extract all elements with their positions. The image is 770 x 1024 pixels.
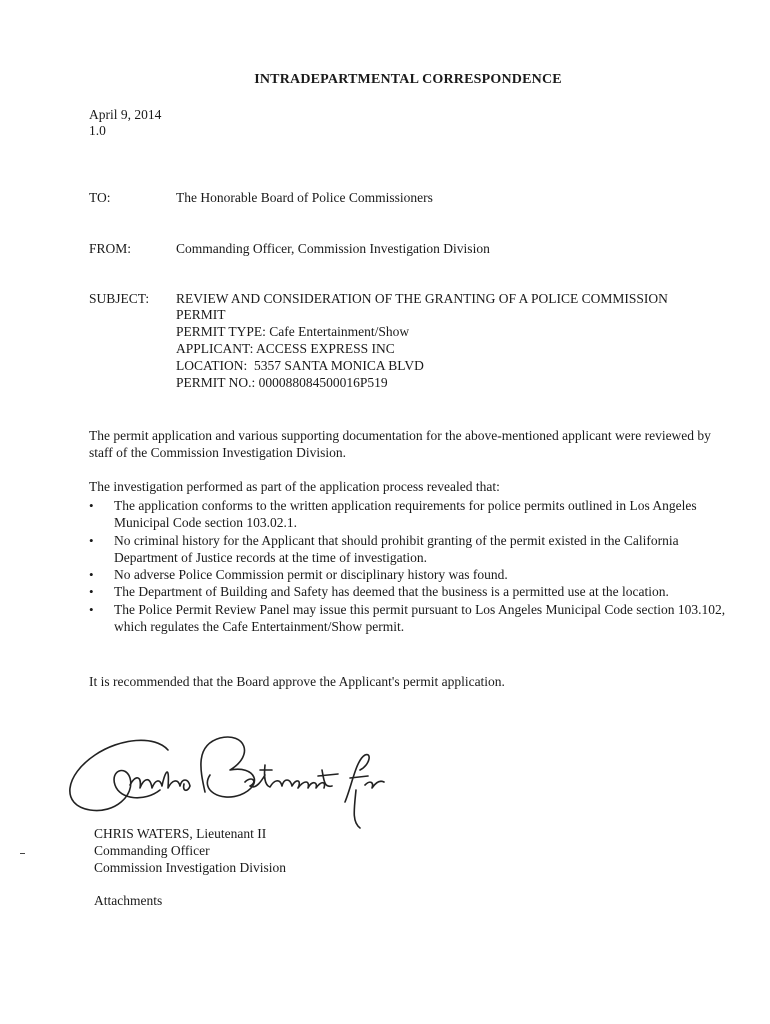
applicant: APPLICANT: ACCESS EXPRESS INC bbox=[176, 341, 395, 356]
permit-type: PERMIT TYPE: Cafe Entertainment/Show bbox=[176, 324, 410, 339]
permit-number: PERMIT NO.: 000088084500016P519 bbox=[176, 375, 388, 390]
memo-date: April 9, 2014 bbox=[89, 107, 162, 122]
subject-label: SUBJECT: bbox=[89, 291, 150, 306]
location: LOCATION: 5357 SANTA MONICA BLVD bbox=[176, 358, 424, 373]
signer-division: Commission Investigation Division bbox=[94, 860, 287, 875]
to-value: The Honorable Board of Police Commissioners bbox=[176, 190, 433, 205]
to-label: TO: bbox=[89, 190, 111, 205]
findings-intro: The investigation performed as part of the application process revealed that: bbox=[89, 479, 500, 494]
attachments-label: Attachments bbox=[94, 893, 163, 908]
signer-name: CHRIS WATERS, Lieutenant II bbox=[94, 826, 267, 841]
signature-text: Sandra Betancourt for bbox=[60, 730, 69, 731]
from-label: FROM: bbox=[89, 241, 132, 256]
list-item: • The Police Permit Review Panel may issue this permit pursuant to Los Angeles Municipal Code section 103.102, which regulates the Cafe Entertainment/Show permit. bbox=[89, 601, 729, 636]
subject-line: PERMIT bbox=[176, 307, 226, 322]
list-item: • No adverse Police Commission permit or disciplinary history was found. bbox=[89, 566, 729, 583]
list-item: • The Department of Building and Safety has deemed that the business is a permitted use at the location. bbox=[89, 583, 729, 600]
from-value: Commanding Officer, Commission Investigation Division bbox=[176, 241, 490, 256]
page-title: INTRADEPARTMENTAL CORRESPONDENCE bbox=[254, 72, 562, 87]
signer-title: Commanding Officer bbox=[94, 843, 210, 858]
list-item: • The application conforms to the written application requirements for police permits outlined in Los Angeles Municipal Code section 103.02.1. bbox=[89, 497, 729, 532]
subject-line: REVIEW AND CONSIDERATION OF THE GRANTING OF A POLICE COMMISSION bbox=[176, 291, 668, 306]
list-item: • No criminal history for the Applicant that should prohibit granting of the permit existed in the California Department of Justice records at the time of investigation. bbox=[89, 532, 729, 567]
memo-ref: 1.0 bbox=[89, 123, 106, 138]
recommendation: It is recommended that the Board approve the Applicant's permit application. bbox=[89, 674, 505, 689]
findings-list bbox=[89, 497, 729, 635]
handwritten-signature bbox=[60, 730, 390, 830]
intro-paragraph: The permit application and various supporting documentation for the above-mentioned applicant were reviewed by staff of the Commission Investigation Division. bbox=[89, 428, 711, 460]
scan-speck bbox=[20, 853, 25, 854]
